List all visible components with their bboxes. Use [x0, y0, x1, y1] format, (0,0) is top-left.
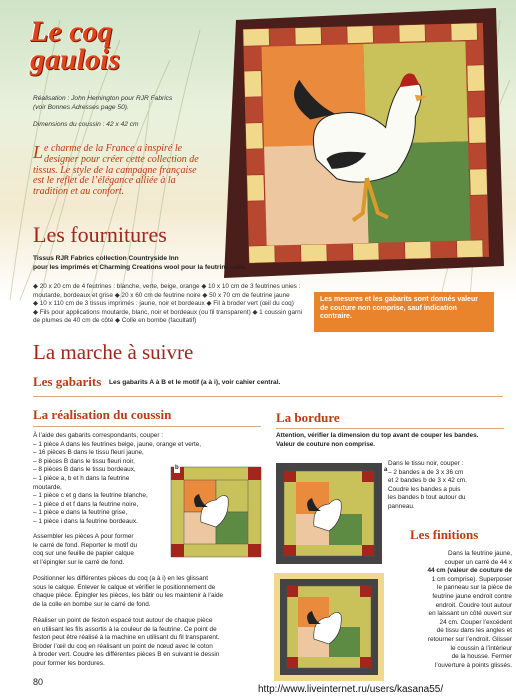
section-divider [276, 428, 504, 429]
lede-line-1: Tissus RJR Fabrics collection Countryside Inn [33, 255, 179, 262]
instruction-line: – 1 pièce c et g dans la feutrine blanche, [33, 492, 148, 500]
title-line-1: Le coq [30, 15, 113, 48]
instruction-line: en laissant un côté ouvert sur [428, 610, 512, 618]
instruction-line: endroit. Coudre tout autour [435, 601, 512, 609]
warning-line: Valeur de couture non comprise. [276, 440, 376, 448]
credits-line-1: Réalisation : John Hemington pour RJR Fabrics [33, 95, 173, 102]
dimensions: Dimensions du coussin : 42 x 42 cm [33, 121, 139, 128]
instruction-line: feutrine jaune endroit contre [432, 592, 512, 600]
instruction-line: Assembler les pièces A pour former [33, 533, 134, 540]
label-a: a [384, 467, 388, 473]
heading-bordure: La bordure [276, 410, 340, 425]
fournitures-lede [33, 255, 333, 272]
instruction-line: 44 cm (valeur de couture de [427, 567, 512, 575]
instruction-line: coq sur une feuille de papier calque [33, 550, 134, 558]
instruction-line: – 16 pièces B dans le tissu fleuri jaune, [33, 449, 144, 457]
instruction-line: et 2 bandes b de 3 x 42 cm. [388, 477, 467, 485]
gabarits-text: Les gabarits A à B et le motif (a à i), voir cahier central. [109, 379, 281, 386]
instruction-line: – 1 pièce a, b et h dans la feutrine [33, 474, 130, 482]
supply-line: ◆ 20 x 20 cm de 4 feutrines : blanche, verte, beige, orange ◆ 10 x 10 cm de 3 feutrines unies : [33, 283, 301, 290]
instruction-line: feston peut être réalisé à la machine en utilisant du fil transparent. [33, 634, 220, 642]
supply-line: de plumes de 40 cm de côté ◆ Colle en bombe (facultatif) [33, 317, 197, 325]
label-b: b [175, 465, 179, 471]
instruction-line: couper un carré de 44 x [444, 558, 512, 566]
instruction-line: Réaliser un point de feston espacé tout autour de chaque pièce [33, 617, 213, 624]
diagram-finished [274, 573, 384, 681]
instruction-line: Coudre les bandes a puis [388, 485, 461, 493]
fournitures-list [33, 283, 313, 326]
credits [33, 95, 172, 112]
lede-line-2: pour les imprimés et Charming Creations wool pour la feutrine unie. [33, 263, 247, 271]
instruction-line: retourner sur l’endroit. Glisser [427, 635, 512, 643]
instruction-line: et l’épingler sur le carré de fond. [33, 558, 125, 566]
measurement-note: Les mesures et les gabarits sont donnés valeur de couture non comprise, sauf indication contraire. [314, 292, 494, 332]
instruction-line: Broder l’œil du coq en réalisant un point de nœud avec le coton [33, 642, 213, 650]
warning-line: Attention, vérifier la dimension du top avant de couper les bandes. [276, 432, 479, 439]
instruction-line: les bandes b tout autour du [388, 494, 466, 502]
source-url[interactable]: http://www.liveinternet.ru/users/kasana55/ [258, 684, 444, 695]
instruction-line: l’ouverture à points glissés. [434, 661, 512, 669]
pillow-photo [216, 8, 506, 283]
heading-finitions: Les finitions [410, 527, 479, 542]
instruction-line: de la housse. Fermer [451, 653, 512, 661]
coussin-paragraph-2 [33, 533, 163, 567]
page-title [30, 15, 121, 76]
instruction-line: panneau. [388, 502, 415, 510]
finitions-text [390, 550, 512, 670]
instruction-line: – 1 pièce A dans les feutrines beige, jaune, orange et verte, [33, 440, 202, 448]
instruction-line: – 1 pièce d et f dans la feutrine noire, [33, 500, 139, 508]
heading-fournitures: Les fournitures [33, 222, 167, 247]
instruction-line: Positionner les différentes pièces du coq (a à i) en les glissant [33, 575, 209, 582]
supply-line: ◆ 10 x 110 cm de 3 tissus imprimés : jaune, noir et bordeaux ◆ Fil à broder vert (œil du coq) [33, 300, 294, 308]
instruction-line: – 8 pièces B dans le tissu fleuri noir, [33, 457, 135, 465]
instruction-line: – 1 pièce i dans la feutrine bordeaux. [33, 517, 138, 525]
instruction-line: À l’aide des gabarits correspondants, couper : [33, 432, 164, 439]
instruction-line: sous le calque. Enlever le calque et vérifier le positionnement de [33, 583, 216, 591]
diagram-assembly [166, 462, 266, 562]
instruction-line: de la colle en bombe sur le carré de fond. [33, 600, 151, 608]
title-line-2: gaulois [30, 43, 121, 76]
instruction-line: – 8 pièces B dans le tissu bordeaux, [33, 466, 136, 474]
bordure-text [388, 460, 508, 512]
heading-realisation: La réalisation du coussin [33, 407, 172, 422]
instruction-line: chaque pièce. Épingler les pièces, les bâtir ou les maintenir à l’aide [33, 592, 224, 600]
heading-gabarits: Les gabarits [33, 374, 102, 389]
instruction-line: 1 cm comprise). Superposer [431, 575, 512, 583]
supply-line: ◆ Fils pour applications moutarde, blanc, noir et bordeaux (ou fil transparent) ◆ 1 coussin garni [33, 308, 303, 316]
intro-paragraph: Le charme de la France a inspiré le designer pour créer cette collection de tissus. Le style de la campagne française est le reflet de l’élégance alliée à la tradition et au confort. [33, 142, 199, 198]
instruction-line: pour former les bordures. [33, 659, 105, 667]
heading-marche: La marche à suivre [33, 340, 194, 364]
instruction-line: en utilisant les fils assortis à la couleur de la feutrine. Ce point de [33, 625, 217, 633]
instruction-line: de tissu dans les angles et [436, 627, 512, 635]
section-divider [33, 396, 503, 397]
bordure-warning [276, 432, 511, 449]
diagram-border [274, 461, 384, 566]
instruction-line: Dans la feutrine jaune, [448, 550, 512, 557]
instruction-line: à broder vert. Coudre les différentes pièces B en suivant le dessin [33, 651, 220, 659]
instruction-line: Dans le tissu noir, couper : [388, 460, 464, 467]
instruction-line: le carré de fond. Reporter le motif du [33, 541, 138, 549]
coussin-paragraph-3 [33, 575, 268, 609]
section-divider [33, 426, 261, 427]
supply-line: moutarde, bordeaux et grise ◆ 20 x 60 cm de feutrine noire ◆ 50 x 70 cm de feutrine jaune [33, 291, 290, 299]
coussin-paragraph-4 [33, 617, 268, 669]
instruction-line: le coussin à l’intérieur [450, 644, 512, 652]
instruction-line: – 2 bandes a de 3 x 36 cm [388, 468, 464, 476]
credits-line-2: (voir Bonnes Adresses page 50). [33, 103, 129, 111]
instruction-line: le panneau sur la pièce de [437, 584, 512, 592]
instruction-line: moutarde, [33, 483, 62, 491]
instruction-line: 24 cm. Couper l’excédent [439, 618, 512, 626]
page-number: 80 [33, 677, 44, 687]
instruction-line: – 1 pièce e dans la feutrine grise, [33, 509, 128, 517]
